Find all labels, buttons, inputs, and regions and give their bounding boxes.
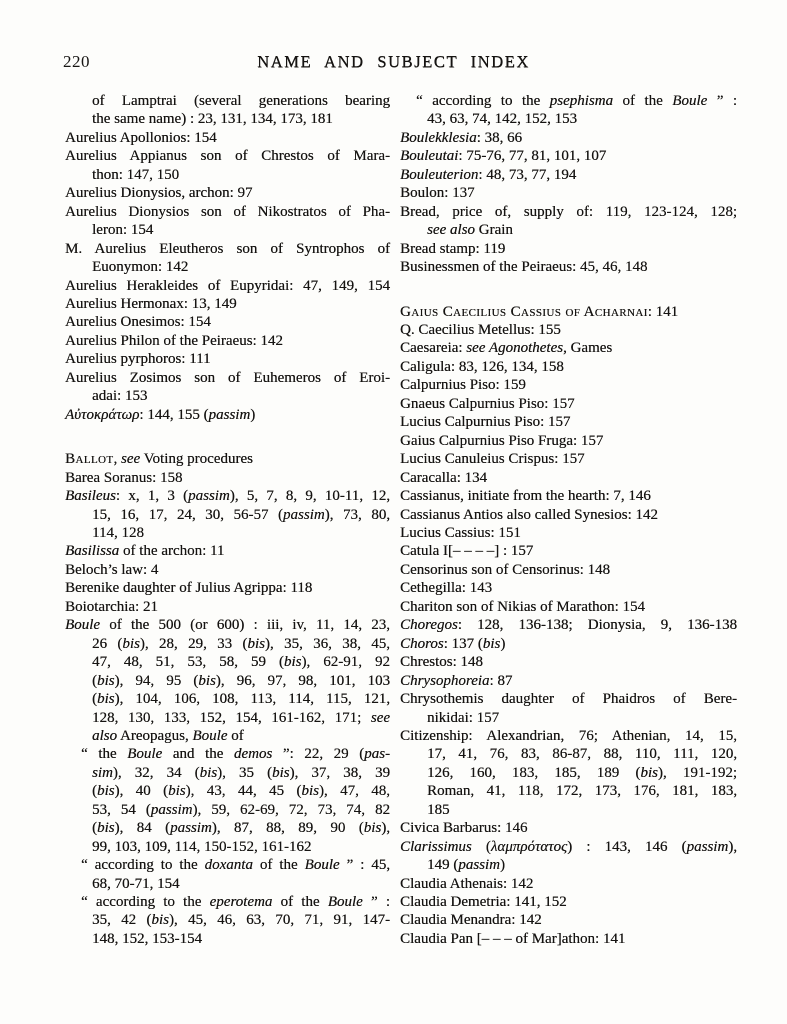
index-line — [65, 184, 390, 202]
index-line — [65, 524, 390, 542]
index-text: : 137 ( — [443, 635, 483, 652]
italic-term: bis — [168, 783, 186, 800]
index-line — [400, 221, 737, 239]
index-line — [65, 469, 390, 487]
index-line — [400, 469, 737, 487]
index-text: : 141 — [647, 303, 679, 320]
column-right — [400, 92, 737, 948]
column-left — [65, 92, 390, 948]
index-text: 114, 128 — [92, 524, 144, 541]
index-line — [400, 635, 737, 653]
page-number: 220 — [63, 52, 90, 71]
index-line — [400, 147, 737, 165]
index-text: Aurelius Appianus son of Chrestos of Mara- — [65, 148, 390, 165]
italic-term: Boulekklesia — [400, 129, 477, 146]
index-line — [65, 579, 390, 597]
index-line — [400, 598, 737, 616]
italic-term: Basileus — [65, 488, 116, 505]
index-text: ), 45, 46, 63, 70, 71, 91, 147- — [168, 912, 390, 929]
italic-term: bis — [363, 820, 382, 837]
index-text: ), 28, 29, 33 ( — [139, 635, 248, 652]
italic-term: passim — [458, 857, 500, 874]
index-line — [65, 129, 390, 147]
index-line — [400, 561, 737, 579]
index-text: ), 87, 88, 89, 90 ( — [211, 820, 364, 837]
italic-term: passim — [170, 820, 212, 837]
smallcaps-headword: Ballot — [65, 451, 114, 468]
index-text: “ the — [81, 746, 128, 763]
index-line — [65, 506, 390, 524]
index-text: ), 37, 38, 39 — [289, 764, 390, 781]
index-line — [65, 911, 390, 929]
italic-term: Bouleuterion — [400, 166, 479, 183]
index-text: : 38, 66 — [476, 129, 523, 146]
index-text: 47, 48, 51, 53, 58, 59 ( — [92, 654, 284, 671]
index-line — [65, 110, 390, 128]
index-text: of the 500 (or 600) : iii, iv, 11, 14, 23, — [100, 617, 390, 634]
index-line — [65, 709, 390, 727]
index-text: Claudia Demetria: 141, 152 — [400, 894, 567, 911]
index-text: ), 73, 80, — [324, 506, 390, 523]
index-text: : 75-76, 77, 81, 101, 107 — [458, 148, 607, 165]
index-text: : 87 — [489, 672, 513, 689]
index-text: : 128, 136-138; Dionysia, 9, 136-138 — [457, 617, 737, 634]
index-line — [65, 542, 390, 560]
index-text: ), — [728, 838, 737, 855]
index-text: “ according to the — [416, 93, 550, 109]
index-text: Claudia Athenais: 142 — [400, 875, 534, 892]
index-text: ), 59, 62-69, 72, 73, 74, 82 — [192, 801, 390, 818]
index-text: ), 35, 36, 38, 45, — [264, 635, 390, 652]
index-line — [65, 930, 390, 948]
italic-term: Bouleutai — [400, 148, 459, 165]
italic-term: passim — [282, 506, 325, 523]
index-text: ), 191-192; — [657, 764, 737, 781]
index-line — [65, 203, 390, 221]
index-text: ), 104, 106, 108, 113, 114, 115, 121, — [114, 691, 390, 708]
index-text: Censorinus son of Censorinus: 148 — [400, 561, 610, 578]
index-line — [400, 801, 737, 819]
italic-term: also — [92, 727, 118, 744]
index-text: Chrysothemis daughter of Phaidros of Bere- — [400, 691, 737, 708]
index-text: Aurelius Dionysios son of Nikostratos of Pha- — [65, 203, 390, 220]
index-text: of the — [613, 93, 673, 109]
index-text: Aurelius Zosimos son of Euhemeros of Eroi- — [65, 369, 390, 386]
index-text: 43, 63, 74, 142, 152, 153 — [427, 111, 577, 128]
italic-term: bis — [97, 691, 115, 708]
index-text: Aurelius Dionysios, archon: 97 — [65, 185, 253, 202]
index-line — [65, 727, 390, 745]
index-text: the same name) : 23, 131, 134, 173, 181 — [92, 111, 333, 128]
index-text: 185 — [427, 801, 450, 818]
index-text: M. Aurelius Eleutheros son of Syntrophos of — [65, 240, 390, 257]
italic-term: passim — [150, 801, 193, 818]
index-text: nikidai: 157 — [427, 709, 500, 726]
italic-term: Clarissimus — [400, 838, 472, 855]
index-text: Lucius Canuleius Crispus: 157 — [400, 451, 585, 468]
index-line — [65, 147, 390, 165]
italic-term: λαμπρότατος — [490, 838, 568, 855]
index-line — [65, 616, 390, 634]
index-text: Gaius Calpurnius Piso Fruga: 157 — [400, 432, 604, 449]
index-text: Beloch’s law: 4 — [65, 561, 159, 578]
index-line — [65, 819, 390, 837]
italic-term: doxanta — [204, 857, 253, 874]
index-columns — [0, 92, 787, 948]
italic-term: bis — [283, 654, 302, 671]
italic-term: Boule — [65, 617, 100, 634]
index-line — [65, 350, 390, 368]
italic-term: passim — [686, 838, 729, 855]
index-line — [65, 450, 390, 468]
index-line — [400, 653, 737, 671]
index-text: 126, 160, 183, 185, 189 ( — [427, 764, 641, 781]
index-line — [400, 487, 737, 505]
index-text: Bread, price of, supply of: 119, 123-124, 128; — [400, 203, 737, 220]
italic-term: pas- — [364, 746, 391, 763]
index-line — [400, 321, 737, 339]
index-text: 15, 16, 17, 24, 30, 56-57 ( — [92, 506, 283, 523]
index-line — [400, 911, 737, 929]
index-text: ) : 143, 146 ( — [567, 838, 687, 855]
index-line — [400, 240, 737, 258]
index-text: 26 ( — [92, 635, 123, 652]
index-line — [400, 129, 737, 147]
index-text: Calpurnius Piso: 159 — [400, 377, 526, 394]
index-line — [400, 358, 737, 376]
index-text: ), 5, 7, 8, 9, 10-11, 12, — [229, 488, 390, 505]
index-line — [65, 745, 390, 763]
index-text: ), 94, 95 ( — [114, 672, 199, 689]
index-text: Aurelius pyrphoros: 111 — [65, 351, 211, 368]
index-text: “ according to the — [81, 894, 210, 911]
index-line — [400, 856, 737, 874]
italic-term: passim — [188, 488, 230, 505]
index-line — [65, 561, 390, 579]
index-text: Catula I[– – – –] : 157 — [400, 543, 534, 560]
index-text: of the archon: 11 — [119, 543, 225, 560]
index-text: ( — [92, 820, 97, 837]
index-line — [400, 819, 737, 837]
index-line — [65, 406, 390, 424]
index-text: ” : — [362, 894, 390, 911]
index-text: of the — [252, 857, 305, 874]
index-line — [65, 653, 390, 671]
index-text: ), 43, 44, 45 ( — [185, 783, 302, 800]
index-line — [400, 542, 737, 560]
index-line — [400, 764, 737, 782]
index-text: Boulon: 137 — [400, 185, 475, 202]
index-line — [400, 838, 737, 856]
index-text: 17, 41, 76, 83, 86-87, 88, 110, 111, 120, — [427, 746, 737, 763]
index-text: ) — [250, 406, 256, 423]
index-line — [400, 303, 737, 321]
index-text: : 144, 155 ( — [139, 406, 209, 423]
index-text: ( — [92, 783, 97, 800]
index-text: , — [113, 451, 121, 468]
index-line — [65, 764, 390, 782]
italic-term: bis — [301, 783, 319, 800]
index-text: : x, 1, 3 ( — [115, 488, 189, 505]
index-line — [65, 313, 390, 331]
index-text: Cethegilla: 143 — [400, 580, 493, 597]
italic-term: see also — [427, 222, 475, 239]
index-text: Voting procedures — [140, 451, 253, 468]
index-text: Barea Soranus: 158 — [65, 469, 183, 486]
italic-term: Choros — [400, 635, 444, 652]
index-line — [400, 166, 737, 184]
index-line — [400, 450, 737, 468]
index-text: Aurelius Onesimos: 154 — [65, 314, 211, 331]
italic-term: Boule — [304, 857, 340, 874]
italic-term: bis — [97, 820, 115, 837]
italic-term: bis — [247, 635, 265, 652]
italic-term: Boule — [127, 746, 163, 763]
index-line — [65, 277, 390, 295]
index-line — [65, 856, 390, 874]
index-text: ) — [499, 857, 505, 874]
index-text: ) — [500, 635, 506, 652]
index-text: of — [227, 727, 244, 744]
index-line — [400, 672, 737, 690]
index-text: of Lamptrai (several generations bearing — [92, 93, 390, 109]
index-text: ( — [92, 691, 97, 708]
index-text: “ according to the — [81, 857, 205, 874]
index-line — [65, 875, 390, 893]
index-line — [65, 369, 390, 387]
index-line — [400, 92, 737, 110]
index-line — [400, 432, 737, 450]
italic-term: Choregos — [400, 617, 458, 634]
index-text: ” : 45, — [339, 857, 390, 874]
italic-term: bis — [482, 635, 501, 652]
index-line — [65, 635, 390, 653]
index-text: Aurelius Philon of the Peiraeus: 142 — [65, 332, 283, 349]
italic-term: passim — [208, 406, 251, 423]
italic-term: Αὐτοκράτωρ — [65, 406, 140, 423]
index-text: leron: 154 — [92, 222, 154, 239]
smallcaps-headword: Gaius Caecilius Cassius of Acharnai — [400, 303, 648, 320]
index-text: 149 ( — [427, 857, 459, 874]
index-line — [65, 258, 390, 276]
index-text: Aurelius Herakleides of Eupyridai: 47, 149, 154 — [65, 277, 390, 294]
index-text: Gnaeus Calpurnius Piso: 157 — [400, 395, 575, 412]
italic-term: eperotema — [209, 894, 273, 911]
index-line — [65, 295, 390, 313]
index-line — [400, 110, 737, 128]
index-line — [400, 395, 737, 413]
index-text: 148, 152, 153-154 — [92, 930, 202, 947]
index-text: Euonymon: 142 — [92, 259, 189, 276]
italic-term: see Agonothetes — [466, 340, 564, 357]
index-line — [400, 258, 737, 276]
index-text: Q. Caecilius Metellus: 155 — [400, 321, 561, 338]
italic-term: see — [370, 709, 390, 726]
italic-term: Boule — [192, 727, 228, 744]
index-line — [400, 579, 737, 597]
index-text: Civica Barbarus: 146 — [400, 820, 528, 837]
italic-term: bis — [151, 912, 169, 929]
index-text: Grain — [474, 222, 513, 239]
index-text: ), 96, 97, 98, 101, 103 — [215, 672, 390, 689]
index-text: Cassianus, initiate from the hearth: 7, 146 — [400, 488, 651, 505]
index-text: of the — [272, 894, 328, 911]
index-text: Aurelius Hermonax: 13, 149 — [65, 295, 237, 312]
index-text: Businessmen of the Peiraeus: 45, 46, 148 — [400, 259, 648, 276]
index-text: Chariton son of Nikias of Marathon: 154 — [400, 598, 645, 615]
index-text: Berenike daughter of Julius Agrippa: 118 — [65, 580, 313, 597]
index-line — [400, 506, 737, 524]
italic-term: demos — [233, 746, 273, 763]
index-line — [400, 524, 737, 542]
index-text: Caesareia: — [400, 340, 467, 357]
index-text: ( — [471, 838, 491, 855]
index-text: ), 40 ( — [114, 783, 169, 800]
index-text: Citizenship: Alexandrian, 76; Athenian, 14, 15, — [400, 727, 737, 744]
index-text: ( — [92, 672, 97, 689]
index-text: ), 35 ( — [217, 764, 272, 781]
index-line — [65, 92, 390, 110]
index-text: Chrestos: 148 — [400, 654, 483, 671]
index-text: Bread stamp: 119 — [400, 240, 506, 257]
index-text: ), 62-91, 92 — [301, 654, 390, 671]
index-line — [65, 221, 390, 239]
index-line — [400, 339, 737, 357]
index-text: , Games — [563, 340, 613, 357]
index-line — [400, 376, 737, 394]
italic-term: bis — [198, 672, 216, 689]
index-text: Cassianus Antios also called Synesios: 142 — [400, 506, 658, 523]
index-text: Boiotarchia: 21 — [65, 598, 158, 615]
index-line — [400, 930, 737, 948]
index-line — [400, 893, 737, 911]
italic-term: see — [120, 451, 141, 468]
index-line — [65, 166, 390, 184]
italic-term: bis — [640, 764, 658, 781]
index-text: Claudia Pan [– – – of Mar]athon: 141 — [400, 930, 626, 947]
index-text: Aurelius Apollonios: 154 — [65, 129, 217, 146]
index-text: Caracalla: 134 — [400, 469, 488, 486]
italic-term: Boule — [672, 93, 708, 109]
index-text: thon: 147, 150 — [92, 166, 180, 183]
index-text: 35, 42 ( — [92, 912, 152, 929]
index-text: Areopagus, — [117, 727, 193, 744]
italic-term: bis — [97, 783, 115, 800]
italic-term: bis — [272, 764, 290, 781]
index-text: ), 47, 48, — [318, 783, 390, 800]
index-text: 53, 54 ( — [92, 801, 151, 818]
index-line — [400, 184, 737, 202]
index-line — [65, 332, 390, 350]
index-line — [65, 598, 390, 616]
italic-term: bis — [122, 635, 140, 652]
index-line — [65, 838, 390, 856]
index-line — [65, 690, 390, 708]
index-line — [65, 387, 390, 405]
index-line — [400, 690, 737, 708]
index-text: adai: 153 — [92, 388, 148, 405]
italic-term: Basilissa — [65, 543, 120, 560]
index-text: ), 32, 34 ( — [112, 764, 200, 781]
index-line — [400, 203, 737, 221]
index-text: Lucius Cassius: 151 — [400, 524, 521, 541]
italic-term: bis — [199, 764, 218, 781]
index-line — [65, 782, 390, 800]
index-line — [65, 672, 390, 690]
index-line — [65, 893, 390, 911]
italic-term: psephisma — [549, 93, 613, 109]
index-line — [400, 782, 737, 800]
italic-term: Boule — [327, 894, 363, 911]
index-text: 128, 130, 133, 152, 154, 161-162, 171; — [92, 709, 371, 726]
index-line — [400, 875, 737, 893]
index-line — [65, 801, 390, 819]
index-text: : 48, 73, 77, 194 — [478, 166, 577, 183]
page-header — [0, 52, 787, 73]
index-text: 68, 70-71, 154 — [92, 875, 180, 892]
index-line — [400, 709, 737, 727]
index-line — [400, 413, 737, 431]
running-head: NAME AND SUBJECT INDEX — [257, 52, 530, 71]
index-text: ” : — [707, 93, 737, 109]
index-text: and the — [162, 746, 234, 763]
italic-term: Chrysophoreia — [400, 672, 490, 689]
italic-term: bis — [97, 672, 115, 689]
index-text: Caligula: 83, 126, 134, 158 — [400, 358, 564, 375]
index-line — [400, 727, 737, 745]
index-line — [65, 487, 390, 505]
index-line — [400, 745, 737, 763]
index-text: ”: 22, 29 ( — [272, 746, 365, 763]
index-text: 99, 103, 109, 114, 150-152, 161-162 — [92, 838, 312, 855]
italic-term: sim — [92, 764, 113, 781]
index-text: Lucius Calpurnius Piso: 157 — [400, 414, 571, 431]
index-text: Roman, 41, 118, 172, 173, 176, 181, 183, — [427, 783, 737, 800]
index-line — [65, 240, 390, 258]
index-text: ), 84 ( — [114, 820, 171, 837]
index-text: ), — [381, 820, 390, 837]
index-text: Claudia Menandra: 142 — [400, 912, 542, 929]
index-line — [400, 616, 737, 634]
